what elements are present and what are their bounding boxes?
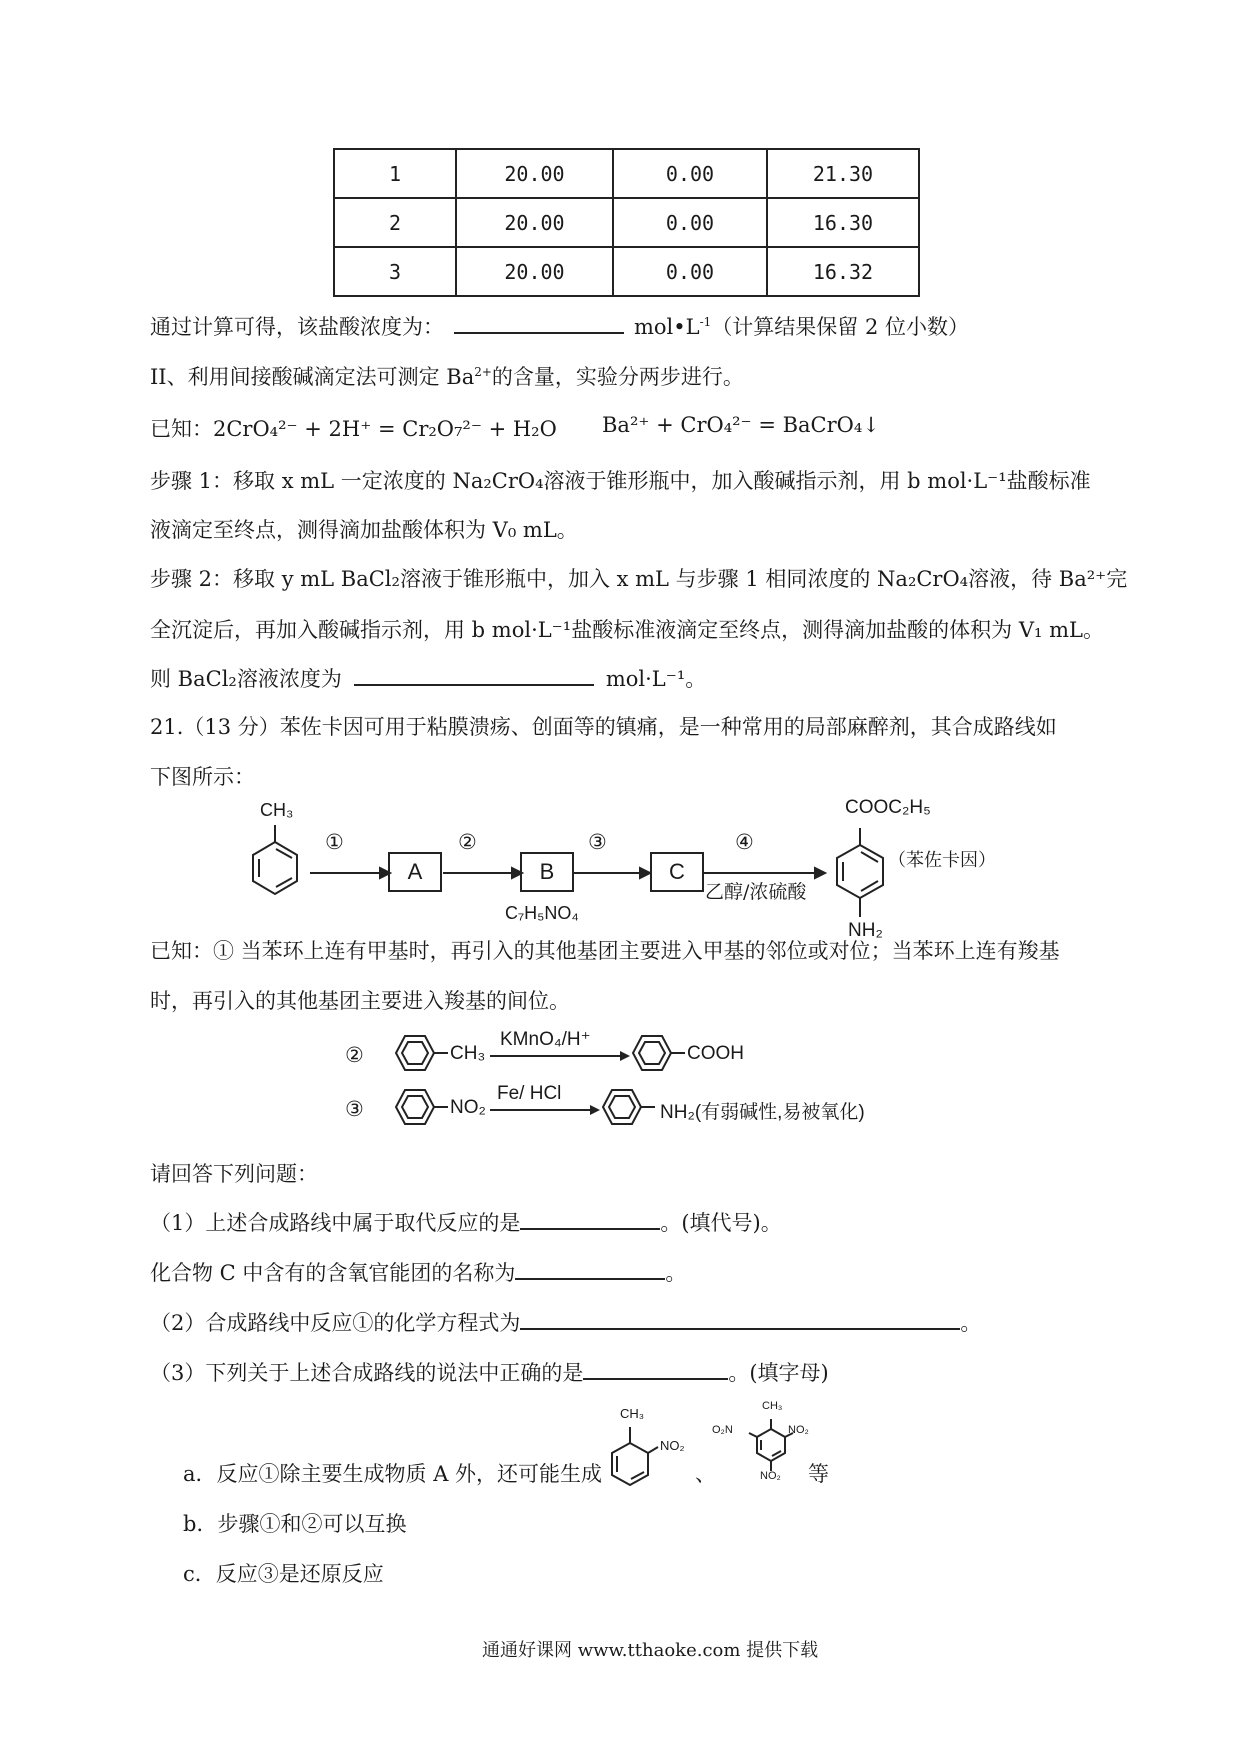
reaction-3-group: NO₂ (450, 1097, 486, 1118)
option-a-text: a．反应①除主要生成物质 A 外，还可能生成 (183, 1462, 603, 1486)
reaction-3-reagent: Fe/ HCl (497, 1083, 562, 1104)
page-footer: 通通好课网 www.tthaoke.com 提供下载 (482, 1640, 819, 1661)
note-text: （计算结果保留 2 位小数） (711, 315, 970, 339)
table-row (334, 247, 919, 296)
reaction-2-number: ② (345, 1043, 364, 1067)
known-equation-1: 已知：2CrO₄²⁻ + 2H⁺ = Cr₂O₇²⁻ + H₂O (150, 417, 557, 441)
known-equation-2: Ba²⁺ + CrO₄²⁻ = BaCrO₄↓ (602, 413, 880, 437)
q21-text-cont: 下图所示： (150, 765, 255, 789)
question-1 (150, 1207, 782, 1237)
compound-b-box: B (520, 852, 574, 892)
step-2-label: ② (458, 830, 477, 854)
table-cell: 0.00 (613, 198, 767, 247)
answer-blank[interactable] (583, 1358, 728, 1380)
questions-intro: 请回答下列问题： (150, 1162, 318, 1186)
reaction-2-group: CH₃ (450, 1043, 486, 1064)
question-text: 则 BaCl₂溶液浓度为 (150, 667, 342, 691)
intro-tail: 的含量，实验分两步进行。 (491, 365, 744, 389)
table-cell: 2 (334, 198, 456, 247)
question-tail: 。(填代号)。 (660, 1211, 782, 1235)
step2-text-cont: 全沉淀后，再加入酸碱指示剂，用 b mol·L⁻¹盐酸标准液滴定至终点，测得滴加盐酸的体积为 V₁ mL。 (150, 618, 1104, 642)
question-tail: 。 (665, 1261, 687, 1285)
mol2-right-nitro-label: NO₂ (788, 1424, 809, 1436)
q21-text: 21.（13 分）苯佐卡因可用于粘膜溃疡、创面等的镇痛，是一种常用的局部麻醉剂，其合成路线如 (150, 715, 1057, 739)
option-b-text: b．步骤①和②可以互换 (183, 1512, 407, 1536)
answer-blank[interactable] (520, 1308, 960, 1330)
unit-exponent: -1 (699, 315, 712, 329)
reaction-3-number: ③ (345, 1097, 364, 1121)
synthesis-scheme (240, 795, 1000, 955)
nitrobenzene-ring-icon (396, 1090, 448, 1124)
question-text: 化合物 C 中含有的含氧官能团的名称为 (150, 1261, 516, 1285)
amino-group-label: NH₂ (848, 920, 883, 941)
question-2 (150, 1307, 981, 1337)
answer-blank[interactable] (354, 664, 594, 686)
intro-text: II、利用间接酸碱滴定法可测定 Ba (150, 365, 475, 389)
bacl2-question (150, 663, 706, 693)
option-a-separator: 、 (695, 1462, 716, 1486)
question-tail: 。 (960, 1311, 982, 1335)
table-cell: 16.32 (767, 247, 919, 296)
mol2-methyl-label: CH₃ (762, 1400, 783, 1412)
step-3-label: ③ (588, 830, 607, 854)
option-c-text: c．反应③是还原反应 (183, 1562, 384, 1586)
reaction-2-reagent: KMnO₄/H⁺ (500, 1029, 591, 1050)
table-cell: 0.00 (613, 149, 767, 198)
table-cell: 0.00 (613, 247, 767, 296)
known-rule-cont: 时，再引入的其他基团主要进入羧基的间位。 (150, 989, 570, 1013)
benzocaine-structure (837, 828, 883, 917)
table-row (334, 149, 919, 198)
concentration-question (150, 311, 969, 341)
ester-group-label: COOC₂H₅ (845, 797, 931, 818)
table-row (334, 198, 919, 247)
unit-text: mol·L⁻¹。 (605, 667, 707, 691)
table-cell: 1 (334, 149, 456, 198)
question-text: （1）上述合成路线中属于取代反应的是 (150, 1211, 521, 1235)
question-3 (150, 1357, 829, 1387)
answer-blank[interactable] (515, 1258, 665, 1280)
table-cell: 3 (334, 247, 456, 296)
product-name: （苯佐卡因） (888, 850, 996, 871)
question-text: 通过计算可得，该盐酸浓度为： (150, 315, 444, 339)
aniline-ring-icon (603, 1090, 655, 1124)
unit-text: mol•L (634, 315, 700, 339)
known-rule: 已知：① 当苯环上连有甲基时，再引入的其他基团主要进入甲基的邻位或对位；当苯环上连有羧基 (150, 939, 1060, 963)
step-4-label: ④ (735, 830, 754, 854)
compound-c-box: C (650, 852, 704, 892)
answer-blank[interactable] (520, 1208, 660, 1230)
option-a-tail: 等 (808, 1462, 829, 1486)
part-ii-intro (150, 361, 744, 391)
toluene-ring-icon (396, 1036, 448, 1070)
reaction-3-product: NH₂(有弱碱性,易被氧化) (660, 1102, 865, 1123)
answer-blank[interactable] (454, 312, 624, 334)
benzoic-acid-ring-icon (633, 1036, 685, 1070)
step1-text-cont: 液滴定至终点，测得滴加盐酸体积为 V₀ mL。 (150, 518, 578, 542)
table-cell: 21.30 (767, 149, 919, 198)
mol2-bottom-nitro-label: NO₂ (760, 1470, 781, 1482)
question-tail: 。(填字母) (728, 1361, 829, 1385)
step-4-reagent: 乙醇/浓硫酸 (705, 881, 807, 903)
methyl-label: CH₃ (260, 800, 294, 820)
mol2-left-nitro-label: O₂N (712, 1424, 733, 1436)
mol1-methyl-label: CH₃ (620, 1406, 645, 1421)
toluene-structure (253, 825, 297, 894)
compound-a-box: A (388, 852, 442, 892)
question-text: （3）下列关于上述合成路线的说法中正确的是 (150, 1361, 584, 1385)
question-text: （2）合成路线中反应①的化学方程式为 (150, 1311, 521, 1335)
table-cell: 16.30 (767, 198, 919, 247)
titration-table (333, 148, 920, 297)
table-cell: 20.00 (456, 198, 613, 247)
mol1-nitro-label: NO₂ (660, 1438, 685, 1453)
question-1b (150, 1257, 686, 1287)
ion-charge: 2+ (474, 365, 492, 379)
table-cell: 20.00 (456, 247, 613, 296)
b-formula: C₇H₅NO₄ (505, 903, 579, 923)
table-cell: 20.00 (456, 149, 613, 198)
reaction-2-product: COOH (687, 1043, 744, 1064)
step1-text: 步骤 1：移取 x mL 一定浓度的 Na₂CrO₄溶液于锥形瓶中，加入酸碱指示剂，用 b mol·L⁻¹盐酸标准 (150, 469, 1091, 493)
step2-text: 步骤 2：移取 y mL BaCl₂溶液于锥形瓶中，加入 x mL 与步骤 1 相同浓度的 Na₂CrO₄溶液，待 Ba²⁺完 (150, 567, 1128, 591)
step-1-label: ① (325, 830, 344, 854)
